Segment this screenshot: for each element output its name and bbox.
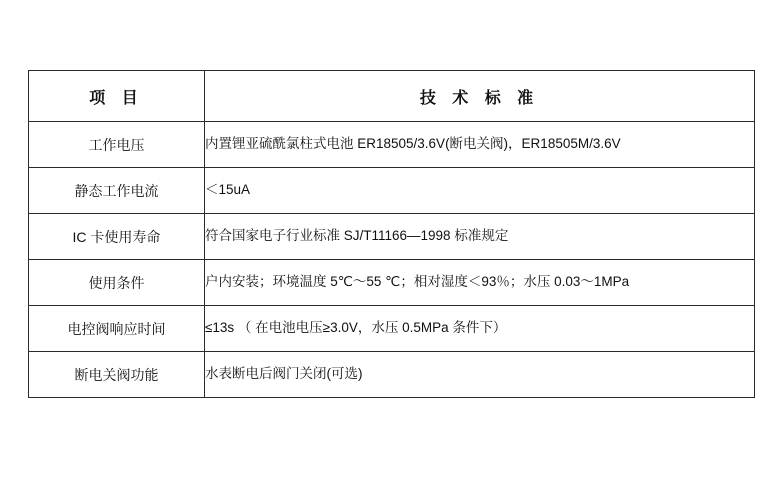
- header-cell-standard: 技 术 标 准: [205, 71, 755, 122]
- table-row: [29, 306, 755, 352]
- row-item-label: 断电关阀功能: [29, 352, 205, 398]
- table-row: [29, 352, 755, 398]
- table-row: [29, 260, 755, 306]
- row-standard-value: 水表断电后阀门关闭(可选): [205, 352, 755, 398]
- row-standard-value: 符合国家电子行业标准 SJ/T11166—1998 标准规定: [205, 214, 755, 260]
- header-cell-item: 项 目: [29, 71, 205, 122]
- table-row: [29, 122, 755, 168]
- row-item-label: 电控阀响应时间: [29, 306, 205, 352]
- row-standard-value: ≤13s （ 在电池电压≥3.0V，水压 0.5MPa 条件下）: [205, 306, 755, 352]
- row-item-label: 使用条件: [29, 260, 205, 306]
- row-standard-value: 内置锂亚硫酰氯柱式电池 ER18505/3.6V(断电关阀)，ER18505M/3.6V: [205, 122, 755, 168]
- row-item-label: IC 卡使用寿命: [29, 214, 205, 260]
- row-item-label: 工作电压: [29, 122, 205, 168]
- row-standard-value: ＜15uA: [205, 168, 755, 214]
- table-header-row: [29, 71, 755, 122]
- technical-specification-table: [28, 70, 755, 398]
- table-row: [29, 214, 755, 260]
- row-item-label: 静态工作电流: [29, 168, 205, 214]
- table-row: [29, 168, 755, 214]
- row-standard-value: 户内安装；环境温度 5℃～55 ℃；相对湿度＜93％；水压 0.03～1MPa: [205, 260, 755, 306]
